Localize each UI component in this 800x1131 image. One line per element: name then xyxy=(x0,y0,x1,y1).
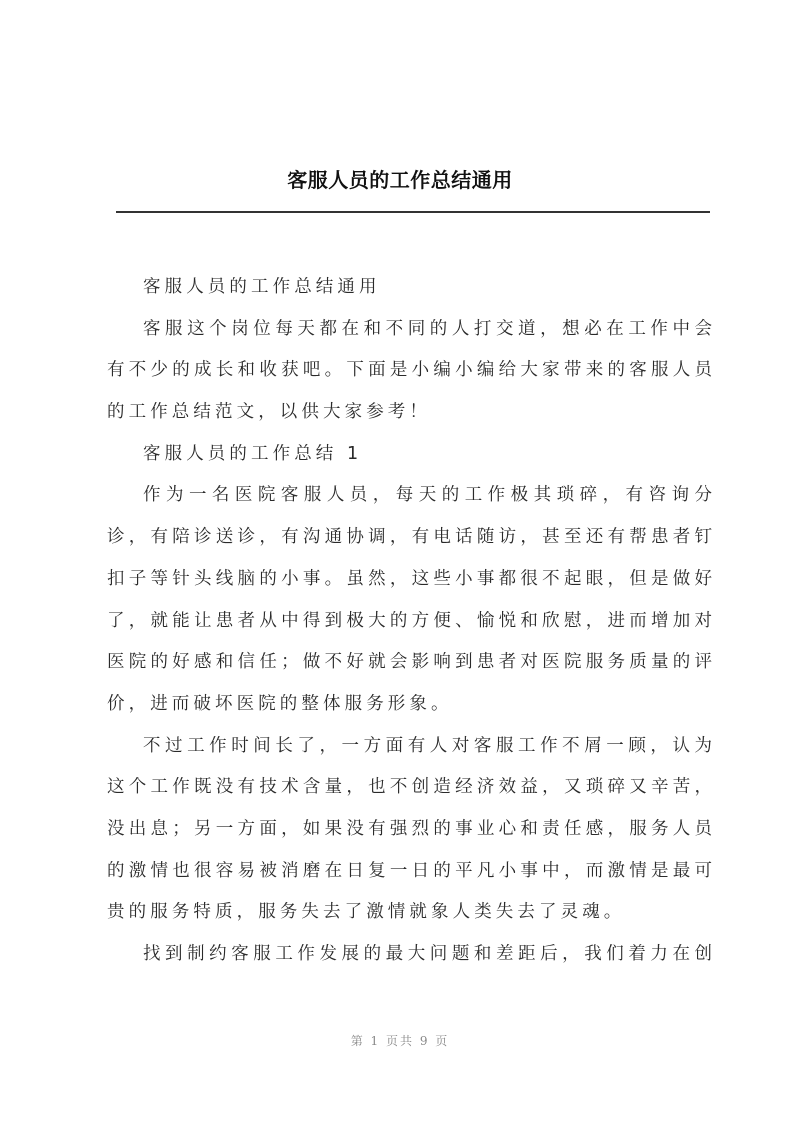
text-line: 诊，有陪诊送诊，有沟通协调，有电话随访，甚至还有帮患者钉 xyxy=(107,527,712,548)
text-line: 作为一名医院客服人员，每天的工作极其琐碎，有咨询分 xyxy=(143,485,712,506)
text-line: 的激情也很容易被消磨在日复一日的平凡小事中，而激情是最可 xyxy=(107,860,712,881)
page-number: 第 1 页共 9 页 xyxy=(350,1034,450,1048)
text-line: 了，就能让患者从中得到极大的方便、愉悦和欣慰，进而增加对 xyxy=(107,610,712,631)
text-line: 扣子等针头线脑的小事。虽然，这些小事都很不起眼，但是做好 xyxy=(107,568,712,589)
title-divider xyxy=(116,211,710,213)
text-line: 客服这个岗位每天都在和不同的人打交道，想必在工作中会 xyxy=(143,318,712,339)
document-body xyxy=(107,272,712,981)
text-line: 医院的好感和信任；做不好就会影响到患者对医院服务质量的评 xyxy=(107,652,712,673)
text-line: 客服人员的工作总结 1 xyxy=(143,443,363,464)
text-line: 这个工作既没有技术含量，也不创造经济效益，又琐碎又辛苦， xyxy=(107,777,712,798)
text-line: 没出息；另一方面，如果没有强烈的事业心和责任感，服务人员 xyxy=(107,818,712,839)
text-line: 不过工作时间长了，一方面有人对客服工作不屑一顾，认为 xyxy=(143,735,712,756)
text-line: 的工作总结范文，以供大家参考！ xyxy=(107,402,431,423)
text-line: 有不少的成长和收获吧。下面是小编小编给大家带来的客服人员 xyxy=(107,360,712,381)
text-line: 贵的服务特质，服务失去了激情就象人类失去了灵魂。 xyxy=(107,902,626,923)
text-line: 客服人员的工作总结通用 xyxy=(143,277,381,297)
text-line: 找到制约客服工作发展的最大问题和差距后，我们着力在创 xyxy=(143,944,712,964)
document-title: 客服人员的工作总结通用 xyxy=(287,168,513,192)
text-line: 价，进而破坏医院的整体服务形象。 xyxy=(107,693,453,714)
